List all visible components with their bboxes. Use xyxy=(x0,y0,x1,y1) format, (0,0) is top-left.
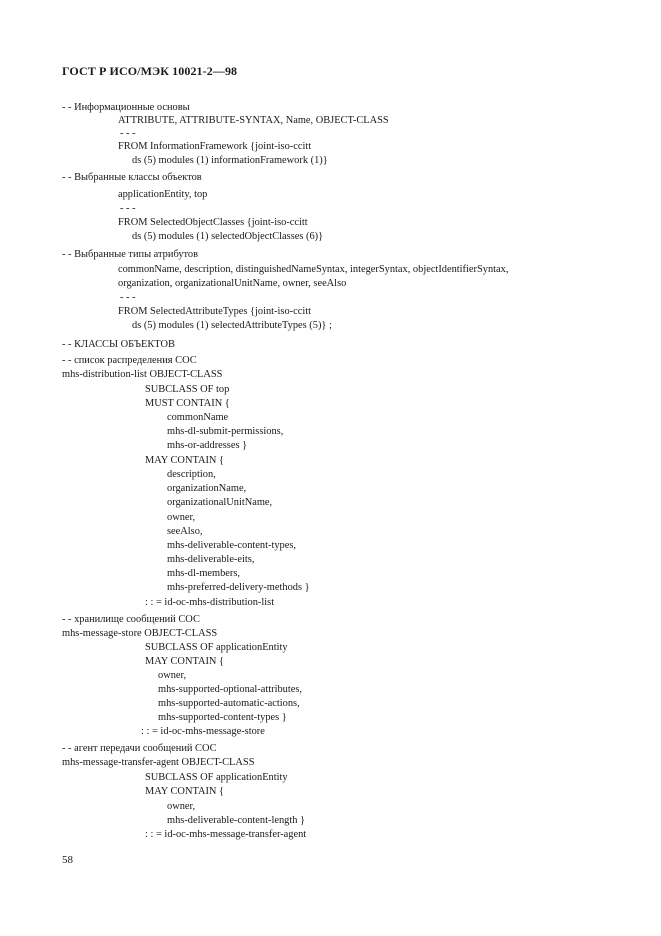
from-clause-line: FROM SelectedAttributeTypes {joint-iso-ccitt xyxy=(118,306,311,317)
subclass-clause: SUBCLASS OF top xyxy=(145,384,230,395)
module-oid-line: ds (5) modules (1) informationFramework (1)} xyxy=(132,155,328,166)
attribute-item: owner, xyxy=(167,512,196,523)
comment-message-store: - - хранилище сообщений СОС xyxy=(62,614,200,625)
attribute-item: mhs-dl-submit-permissions, xyxy=(167,426,284,437)
attribute-item: mhs-deliverable-content-types, xyxy=(167,540,296,551)
attribute-item: mhs-supported-content-types } xyxy=(158,712,287,723)
comment-selected-attribute-types: - - Выбранные типы атрибутов xyxy=(62,249,199,260)
may-contain-clause: MAY CONTAIN { xyxy=(145,656,225,667)
attribute-item: mhs-deliverable-eits, xyxy=(167,554,255,565)
module-oid-line: ds (5) modules (1) selectedObjectClasses (6)} xyxy=(132,231,324,242)
attribute-item: seeAlso, xyxy=(167,526,203,537)
object-class-definition: mhs-message-transfer-agent OBJECT-CLASS xyxy=(62,757,255,768)
object-identifier-assignment: : : = id-oc-mhs-message-store xyxy=(141,726,265,737)
from-clause-line: FROM SelectedObjectClasses {joint-iso-ccitt xyxy=(118,217,308,228)
attribute-item: mhs-supported-optional-attributes, xyxy=(158,684,302,695)
from-clause-line: FROM InformationFramework {joint-iso-ccitt xyxy=(118,141,312,152)
import-list-line: commonName, description, distinguishedNameSyntax, integerSyntax, objectIdentifierSyntax, xyxy=(118,264,509,275)
attribute-item: organizationName, xyxy=(167,483,247,494)
object-class-definition: mhs-distribution-list OBJECT-CLASS xyxy=(62,369,223,380)
attribute-item: mhs-or-addresses } xyxy=(167,440,248,451)
attribute-item: commonName xyxy=(167,412,229,423)
separator-line: - - - xyxy=(120,203,136,214)
attribute-item: owner, xyxy=(167,801,196,812)
attribute-item: owner, xyxy=(158,670,187,681)
subclass-clause: SUBCLASS OF applicationEntity xyxy=(145,642,288,653)
comment-information-framework: - - Информационные основы xyxy=(62,102,190,113)
separator-line: - - - xyxy=(120,292,136,303)
comment-selected-object-classes: - - Выбранные классы объектов xyxy=(62,172,202,183)
may-contain-clause: MAY CONTAIN { xyxy=(145,786,225,797)
comment-distribution-list: - - список распределения СОС xyxy=(62,355,197,366)
subclass-clause: SUBCLASS OF applicationEntity xyxy=(145,772,288,783)
document-header-title: ГОСТ Р ИСО/МЭК 10021-2—98 xyxy=(62,64,238,78)
attribute-item: organizationalUnitName, xyxy=(167,497,273,508)
object-identifier-assignment: : : = id-oc-mhs-message-transfer-agent xyxy=(145,829,307,840)
may-contain-clause: MAY CONTAIN { xyxy=(145,455,225,466)
separator-line: - - - xyxy=(120,128,136,139)
must-contain-clause: MUST CONTAIN { xyxy=(145,398,230,409)
page-number: 58 xyxy=(62,854,73,866)
comment-message-transfer-agent: - - агент передачи сообщений СОС xyxy=(62,743,217,754)
attribute-item: description, xyxy=(167,469,216,480)
import-list-line: applicationEntity, top xyxy=(118,189,208,200)
attribute-item: mhs-preferred-delivery-methods } xyxy=(167,582,310,593)
attribute-item: mhs-deliverable-content-length } xyxy=(167,815,305,826)
module-oid-line: ds (5) modules (1) selectedAttributeTypes (5)} ; xyxy=(132,320,332,331)
attribute-item: mhs-supported-automatic-actions, xyxy=(158,698,300,709)
object-class-definition: mhs-message-store OBJECT-CLASS xyxy=(62,628,218,639)
section-heading-object-classes: - - КЛАССЫ ОБЪЕКТОВ xyxy=(62,339,175,350)
import-list-line: organization, organizationalUnitName, owner, seeAlso xyxy=(118,278,347,289)
import-list-line: ATTRIBUTE, ATTRIBUTE-SYNTAX, Name, OBJECT-CLASS xyxy=(118,115,389,126)
attribute-item: mhs-dl-members, xyxy=(167,568,241,579)
object-identifier-assignment: : : = id-oc-mhs-distribution-list xyxy=(145,597,275,608)
